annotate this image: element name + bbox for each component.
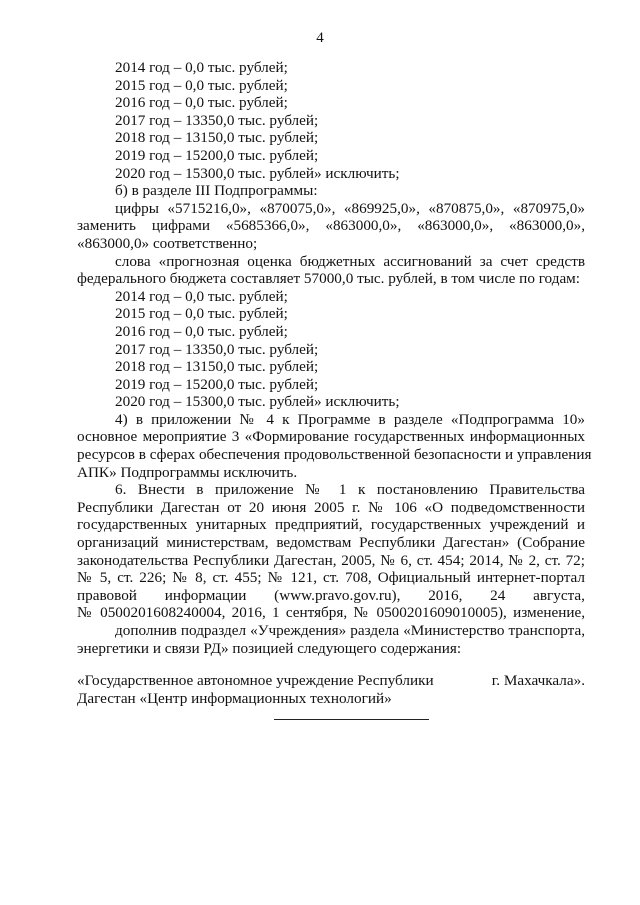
institution-name-continued: Дагестан «Центр информационных технологий» [77, 689, 392, 707]
text-line: № 5, ст. 226; № 8, ст. 455; № 121, ст. 708, Официальный интернет-портал [77, 569, 585, 587]
text-word: августа, [533, 586, 585, 604]
text-line: Республики Дагестан от 20 июня 2005 г. № 106 «О подведомственности [77, 498, 585, 516]
text-line: государственных унитарных предприятий, государственных учреждений и [77, 516, 585, 534]
institution-city: г. Махачкала». [491, 672, 585, 689]
text-line: АПК» Подпрограммы исключить. [77, 463, 298, 481]
text-line: 4) в приложении № 4 к Программе в разделе «Подпрограмма 10» [115, 410, 585, 428]
text-line: 2015 год – 0,0 тыс. рублей; [115, 76, 288, 94]
text-line: 6. Внести в приложение № 1 к постановлению Правительства [115, 481, 585, 499]
text-line: 2017 год – 13350,0 тыс. рублей; [115, 340, 319, 358]
text-line: 2014 год – 0,0 тыс. рублей; [115, 59, 288, 76]
text-line: 2015 год – 0,0 тыс. рублей; [115, 305, 288, 323]
text-line: 2019 год – 15200,0 тыс. рублей; [115, 375, 319, 393]
text-line: законодательства Республики Дагестан, 2005, № 6, ст. 454; 2014, № 2, ст. 72; [77, 551, 585, 569]
text-line: основное мероприятие 3 «Формирование государственных информационных [77, 428, 585, 446]
text-line: 2014 год – 0,0 тыс. рублей; [115, 287, 288, 305]
text-line: 2016 год – 0,0 тыс. рублей; [115, 94, 288, 112]
text-line: 2020 год – 15300,0 тыс. рублей» исключить; [115, 164, 400, 182]
insertion-row [77, 672, 585, 690]
divider-line [274, 719, 429, 720]
text-line: ресурсов в сферах обеспечения продовольственной безопасности и управления [77, 446, 592, 464]
text-word: 24 [490, 586, 506, 604]
text-line: заменить цифрами «5685366,0», «863000,0», «863000,0», «863000,0», [77, 217, 585, 235]
text-line: 2018 год – 13150,0 тыс. рублей; [115, 129, 319, 147]
text-line: «863000,0» соответственно; [77, 234, 258, 252]
text-line: организаций министерствам, ведомствам Республики Дагестан» (Собрание [77, 534, 585, 552]
text-line: федерального бюджета составляет 57000,0 тыс. рублей, в том числе по годам: [77, 270, 581, 288]
text-word: (www.pravo.gov.ru), [274, 586, 401, 604]
text-word: информации [164, 586, 247, 604]
text-line: 2018 год – 13150,0 тыс. рублей; [115, 358, 319, 376]
insertion-entry [77, 672, 585, 707]
text-line-pravovoy [77, 587, 585, 605]
text-word: 2016, [428, 586, 463, 604]
text-word: правовой [77, 586, 137, 604]
text-line: б) в разделе III Подпрограммы: [115, 182, 318, 200]
text-line: 2020 год – 15300,0 тыс. рублей» исключить; [115, 393, 400, 411]
text-line: 2016 год – 0,0 тыс. рублей; [115, 322, 288, 340]
text-line: 2017 год – 13350,0 тыс. рублей; [115, 111, 319, 129]
document-body [77, 59, 592, 657]
text-line: слова «прогнозная оценка бюджетных ассигнований за счет средств [115, 252, 585, 270]
page-number: 4 [316, 30, 324, 46]
text-line: № 0500201608240004, 2016, 1 сентября, № 0500201609010005), изменение, [77, 604, 585, 622]
institution-name: «Государственное автономное учреждение Республики [77, 672, 434, 689]
text-line: дополнив подраздел «Учреждения» раздела «Министерство транспорта, [115, 622, 585, 639]
text-line: энергетики и связи РД» позицией следующего содержания: [77, 639, 462, 657]
text-line: 2019 год – 15200,0 тыс. рублей; [115, 146, 319, 164]
text-line: цифры «5715216,0», «870075,0», «869925,0», «870875,0», «870975,0» [115, 199, 585, 217]
